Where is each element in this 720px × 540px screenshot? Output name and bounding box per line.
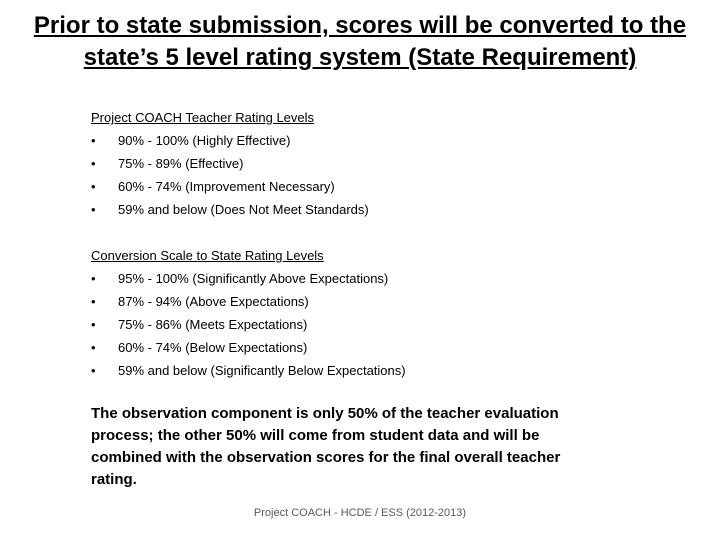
bullet-icon: • (91, 317, 96, 332)
teacher-rating-levels-section (91, 106, 651, 221)
list-item (91, 290, 651, 313)
bullet-icon: • (91, 340, 96, 355)
list-item-text: 90% - 100% (Highly Effective) (118, 133, 291, 148)
list-item (91, 359, 651, 382)
list-item (91, 175, 651, 198)
list-item (91, 129, 651, 152)
bullet-icon: • (91, 133, 96, 148)
teacher-rating-levels-list (91, 129, 651, 221)
slide-title (10, 10, 710, 74)
list-item-text: 95% - 100% (Significantly Above Expectations) (118, 271, 389, 286)
list-item (91, 152, 651, 175)
state-rating-levels-list (91, 267, 651, 382)
list-item-text: 75% - 86% (Meets Expectations) (118, 317, 308, 332)
bullet-icon: • (91, 363, 96, 378)
list-item (91, 267, 651, 290)
title-line-2: state’s 5 level rating system (State Requirement) (83, 44, 637, 71)
title-line-1: Prior to state submission, scores will be converted to the (33, 12, 687, 39)
teacher-rating-levels-heading: Project COACH Teacher Rating Levels (91, 110, 315, 125)
slide-footer: Project COACH - HCDE / ESS (2012-2013) (253, 507, 467, 519)
list-item (91, 336, 651, 359)
list-item-text: 59% and below (Significantly Below Expectations) (118, 363, 406, 378)
bullet-icon: • (91, 271, 96, 286)
evaluation-note: The observation component is only 50% of the teacher evaluation process; the other 50% will come from student data and will be combined with the observation scores for the final overall teacher rating. (91, 405, 561, 488)
list-item (91, 313, 651, 336)
bullet-icon: • (91, 202, 96, 217)
list-item-text: 60% - 74% (Below Expectations) (118, 340, 308, 355)
list-item-text: 87% - 94% (Above Expectations) (118, 294, 309, 309)
state-rating-levels-heading: Conversion Scale to State Rating Levels (91, 248, 324, 263)
list-item-text: 75% - 89% (Effective) (118, 156, 244, 171)
bullet-icon: • (91, 156, 96, 171)
state-rating-levels-section (91, 244, 651, 382)
list-item (91, 198, 651, 221)
bullet-icon: • (91, 294, 96, 309)
list-item-text: 60% - 74% (Improvement Necessary) (118, 179, 335, 194)
list-item-text: 59% and below (Does Not Meet Standards) (118, 202, 369, 217)
bullet-icon: • (91, 179, 96, 194)
